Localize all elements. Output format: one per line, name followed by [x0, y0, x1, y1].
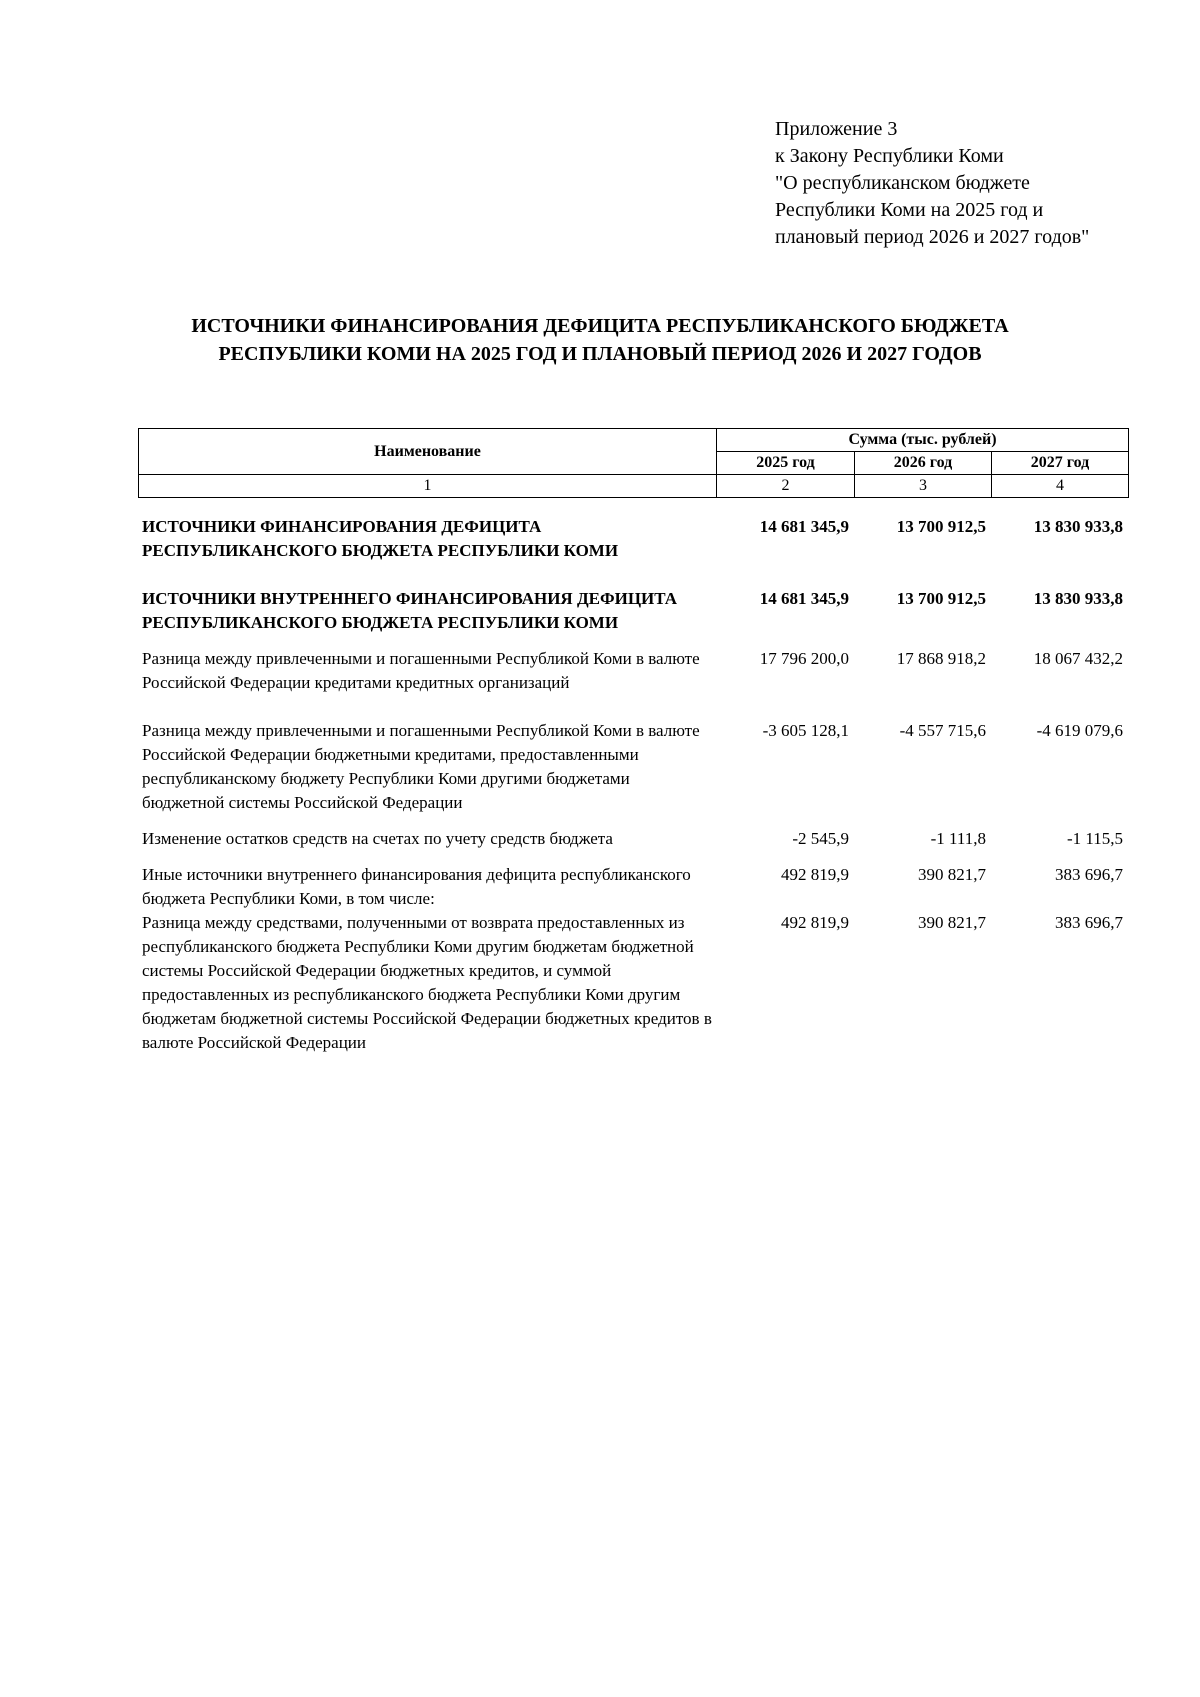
appendix-line: Республики Коми на 2025 год и — [775, 199, 1044, 221]
row-name: ИСТОЧНИКИ ВНУТРЕННЕГО ФИНАНСИРОВАНИЯ ДЕФИЦИТА РЕСПУБЛИКАНСКОГО БЮДЖЕТА РЕСПУБЛИКИ КОМИ — [142, 589, 678, 632]
row-name: Изменение остатков средств на счетах по учету средств бюджета — [142, 829, 613, 848]
header-year-2025: 2025 год — [717, 452, 855, 475]
row-name: Иные источники внутреннего финансирования дефицита республиканского бюджета Республики Коми, в том числе: — [142, 865, 691, 908]
row-value-2027: 383 696,7 — [1055, 913, 1123, 932]
row-name: ИСТОЧНИКИ ФИНАНСИРОВАНИЯ ДЕФИЦИТА РЕСПУБЛИКАНСКОГО БЮДЖЕТА РЕСПУБЛИКИ КОМИ — [142, 517, 619, 560]
row-name: Разница между привлеченными и погашенными Республикой Коми в валюте Российской Федерации кредитами кредитных организаций — [142, 649, 700, 692]
appendix-line: "О республиканском бюджете — [775, 172, 1030, 194]
row-value-2026: 13 700 912,5 — [896, 517, 986, 536]
row-value-2026: 17 868 918,2 — [896, 649, 986, 668]
row-value-2026: 390 821,7 — [918, 865, 986, 884]
row-value-2027: 13 830 933,8 — [1033, 589, 1123, 608]
table-row — [138, 827, 1128, 851]
header-col-number: 3 — [855, 475, 992, 498]
row-value-2025: 14 681 345,9 — [759, 589, 849, 608]
row-value-2026: 390 821,7 — [918, 913, 986, 932]
appendix-note — [775, 116, 1089, 251]
row-value-2025: -2 545,9 — [792, 829, 849, 848]
header-year-2026: 2026 год — [855, 452, 992, 475]
row-value-2025: -3 605 128,1 — [762, 721, 849, 740]
row-value-2027: 13 830 933,8 — [1033, 517, 1123, 536]
table-row — [138, 863, 1128, 911]
table-row — [138, 719, 1128, 815]
header-name: Наименование — [139, 429, 717, 475]
row-value-2027: 18 067 432,2 — [1033, 649, 1123, 668]
row-value-2026: -1 111,8 — [930, 829, 986, 848]
row-value-2025: 14 681 345,9 — [759, 517, 849, 536]
title-line-1: ИСТОЧНИКИ ФИНАНСИРОВАНИЯ ДЕФИЦИТА РЕСПУБЛИКАНСКОГО БЮДЖЕТА — [191, 315, 1009, 337]
header-col-number: 4 — [992, 475, 1129, 498]
header-col-number: 1 — [139, 475, 717, 498]
table-row — [138, 587, 1128, 635]
row-value-2026: -4 557 715,6 — [899, 721, 986, 740]
table-row — [138, 647, 1128, 695]
row-value-2027: -4 619 079,6 — [1036, 721, 1123, 740]
row-value-2025: 492 819,9 — [781, 913, 849, 932]
appendix-line: плановый период 2026 и 2027 годов" — [775, 226, 1090, 248]
header-sum: Сумма (тыс. рублей) — [717, 429, 1129, 452]
title-line-2: РЕСПУБЛИКИ КОМИ НА 2025 ГОД И ПЛАНОВЫЙ ПЕРИОД 2026 И 2027 ГОДОВ — [218, 343, 982, 365]
header-year-2027: 2027 год — [992, 452, 1129, 475]
table-row — [138, 515, 1128, 563]
table-row — [138, 911, 1128, 1055]
row-value-2025: 17 796 200,0 — [759, 649, 849, 668]
row-value-2027: -1 115,5 — [1066, 829, 1123, 848]
appendix-line: Приложение 3 — [775, 118, 898, 140]
data-table — [138, 515, 1128, 1055]
row-value-2026: 13 700 912,5 — [896, 589, 986, 608]
document-title — [100, 312, 1100, 368]
row-value-2025: 492 819,9 — [781, 865, 849, 884]
header-col-number: 2 — [717, 475, 855, 498]
row-name: Разница между средствами, полученными от возврата предоставленных из республиканского бюджета Республики Коми другим бюджетам бюджетной системы Российской Федерации бюджетных кредитов, и суммой предоставленных из республиканского бюджета Республики Коми другим бюджетам бюджетной системы Российской Федерации бюджетных кредитов в валюте Российской Федерации — [142, 913, 712, 1052]
table-header — [138, 428, 1129, 498]
appendix-line: к Закону Республики Коми — [775, 145, 1004, 167]
row-name: Разница между привлеченными и погашенными Республикой Коми в валюте Российской Федерации бюджетными кредитами, предоставленными республиканскому бюджету Республики Коми другими бюджетами бюджетной системы Российской Федерации — [142, 721, 700, 812]
row-value-2027: 383 696,7 — [1055, 865, 1123, 884]
